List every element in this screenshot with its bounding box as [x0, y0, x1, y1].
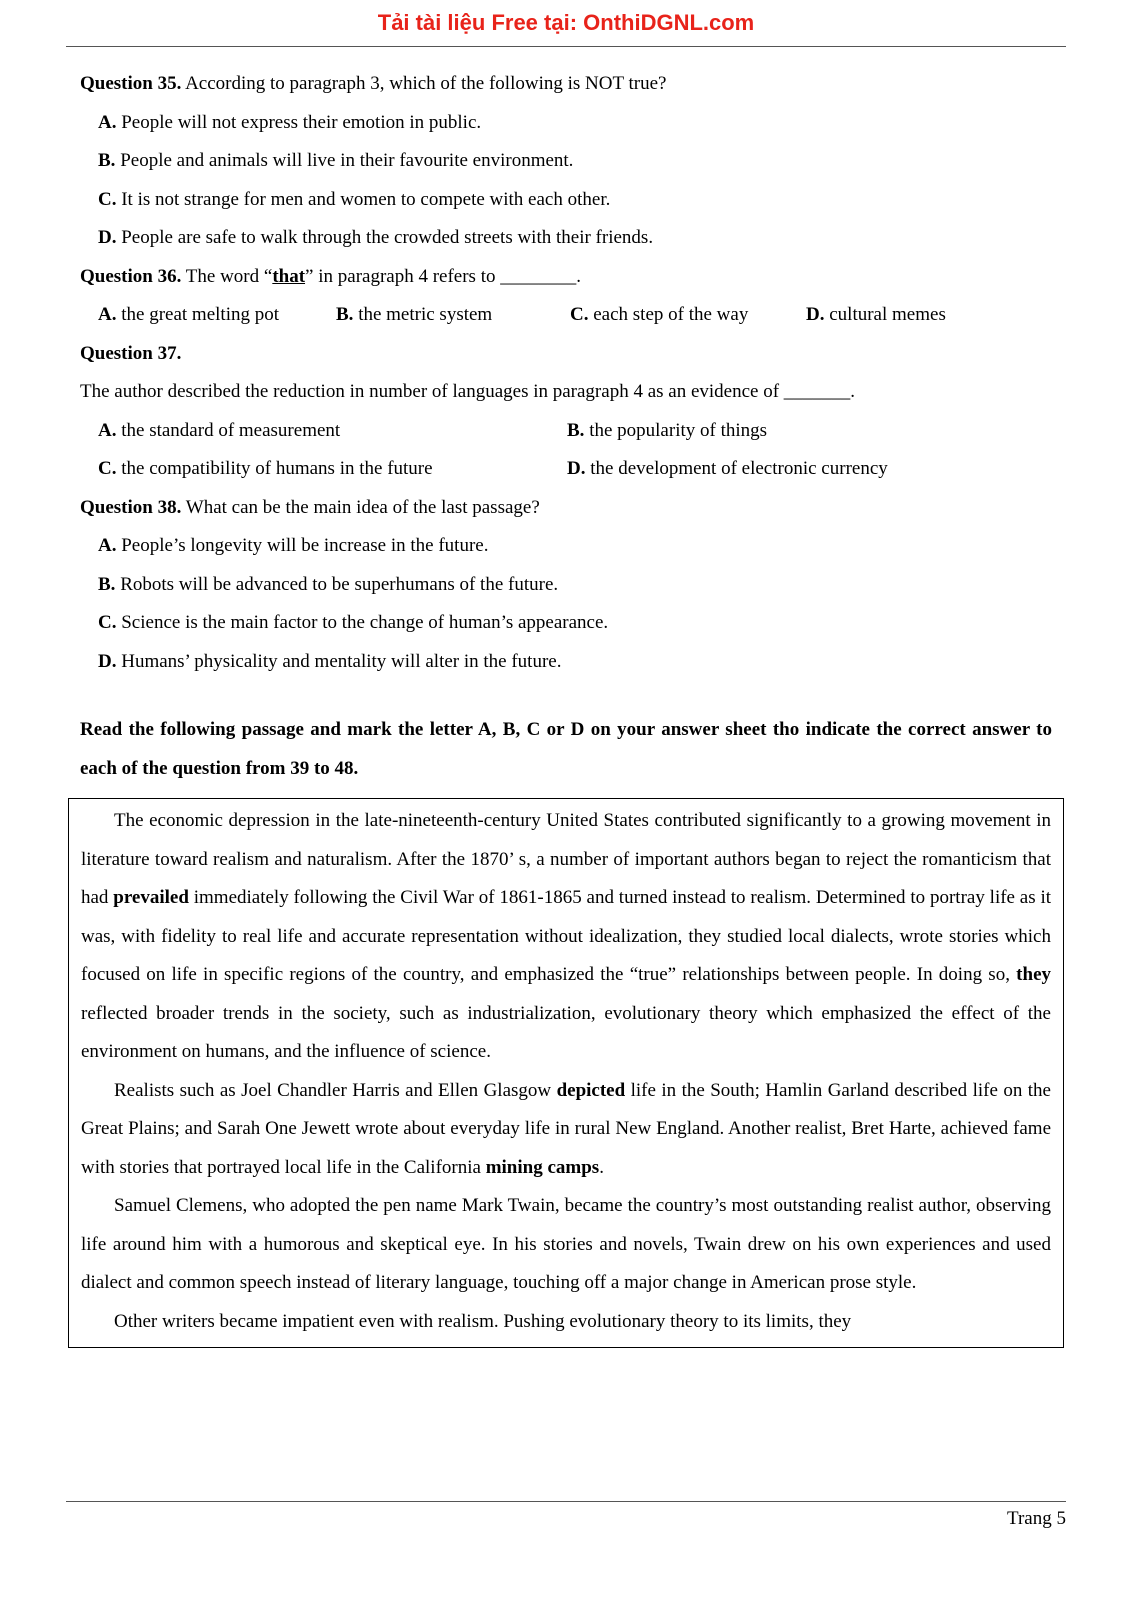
option-a: [98, 412, 567, 451]
question-35: [80, 65, 1052, 258]
question-number: Question 35.: [80, 73, 182, 94]
option-d: [567, 450, 1052, 489]
option-c: [570, 296, 806, 335]
option-text: cultural memes: [829, 304, 946, 325]
option-text: the development of electronic currency: [590, 458, 888, 479]
option-text: People and animals will live in their favourite environment.: [120, 150, 574, 171]
option-d: [80, 219, 1052, 258]
passage-paragraph-2: Realists such as Joel Chandler Harris and Ellen Glasgow depicted life in the South; Hamlin Garland described life on the Great Plains; and Sarah One Jewett wrote about everyday life in rural New England. Another realist, Bret Harte, achieved fame with stories that portrayed local life in the California mining camps.: [81, 1079, 1051, 1178]
option-letter: D.: [98, 650, 117, 672]
option-c: [98, 450, 567, 489]
option-letter: B.: [336, 304, 354, 325]
option-text: Robots will be advanced to be superhumans of the future.: [120, 573, 559, 595]
passage-paragraph-3: Samuel Clemens, who adopted the pen name Mark Twain, became the country’s most outstanding realist author, observing life around him with a humorous and skeptical eye. In his stories and novels, Twain drew on his own experiences and used dialect and common speech instead of literary language, touching off a major change in American prose style.: [81, 1195, 1051, 1293]
option-letter: D.: [567, 458, 586, 479]
option-letter: C.: [98, 458, 117, 479]
options-grid: [80, 412, 1052, 489]
site-banner: Tải tài liệu Free tại: OnthiDGNL.com: [377, 10, 755, 35]
question-text: According to paragraph 3, which of the following is NOT true?: [185, 73, 667, 94]
option-b: [336, 296, 570, 335]
section-instruction: Read the following passage and mark the letter A, B, C or D on your answer sheet tho indicate the correct answer to each of the question from 39 to 48.: [80, 719, 1052, 779]
option-a: [80, 527, 1052, 566]
question-37: [80, 335, 1052, 489]
option-letter: D.: [806, 304, 825, 325]
option-letter: C.: [98, 188, 117, 210]
question-text: What can be the main idea of the last passage?: [185, 496, 540, 518]
passage-paragraph-4: Other writers became impatient even with realism. Pushing evolutionary theory to its limits, they: [114, 1310, 852, 1332]
option-text: Science is the main factor to the change of human’s appearance.: [121, 612, 609, 633]
page-number: Trang 5: [1007, 1508, 1066, 1529]
question-stem: [80, 258, 1052, 297]
exam-content: [66, 47, 1066, 1348]
question-stem: [80, 65, 1052, 104]
option-text: People’s longevity will be increase in the future.: [121, 535, 489, 556]
question-text: The author described the reduction in number of languages in paragraph 4 as an evidence of _______.: [80, 381, 856, 402]
question-36: [80, 258, 1052, 335]
option-letter: C.: [570, 304, 589, 325]
option-d: [80, 643, 1052, 682]
option-letter: A.: [98, 111, 117, 133]
referenced-word: that: [272, 265, 306, 287]
option-c: [80, 604, 1052, 643]
option-text: the popularity of things: [589, 419, 768, 441]
option-text: People will not express their emotion in public.: [121, 111, 482, 133]
page-header: [66, 6, 1066, 47]
page-footer: [66, 1491, 1066, 1600]
option-letter: B.: [567, 419, 585, 441]
question-number: Question 37.: [80, 342, 182, 364]
option-text: It is not strange for men and women to compete with each other.: [121, 188, 611, 210]
option-letter: A.: [98, 535, 117, 556]
reading-passage: [68, 798, 1064, 1348]
option-text: each step of the way: [593, 304, 749, 325]
option-letter: D.: [98, 227, 117, 248]
question-number: Question 36.: [80, 265, 182, 287]
option-b: [567, 412, 1052, 451]
question-stem: [80, 489, 1052, 528]
option-letter: B.: [98, 573, 116, 595]
option-letter: A.: [98, 419, 117, 441]
option-a: [80, 104, 1052, 143]
option-text: the standard of measurement: [121, 419, 341, 441]
option-d: [806, 296, 1052, 335]
option-letter: C.: [98, 612, 117, 633]
option-c: [80, 181, 1052, 220]
option-a: [98, 296, 336, 335]
option-letter: B.: [98, 150, 116, 171]
question-text-prefix: The word “: [185, 265, 273, 287]
passage-paragraph-1: The economic depression in the late-nineteenth-century United States contributed significantly to a growing movement in literature toward realism and naturalism. After the 1870’ s, a number of important authors began to reject the romanticism that had prevailed immediately following the Civil War of 1861-1865 and turned instead to realism. Determined to portray life as it was, with fidelity to real life and accurate representation without idealization, they studied local dialects, wrote stories which focused on life in specific regions of the country, and emphasized the “true” relationships between people. In doing so, they reflected broader trends in the society, such as industrialization, evolutionary theory which emphasized the effect of the environment on humans, and the influence of science.: [81, 810, 1052, 1062]
option-text: the metric system: [358, 304, 493, 325]
option-text: Humans’ physicality and mentality will alter in the future.: [121, 650, 562, 672]
question-38: [80, 489, 1052, 682]
option-text: People are safe to walk through the crowded streets with their friends.: [121, 227, 654, 248]
option-text: the compatibility of humans in the future: [121, 458, 433, 479]
question-number: Question 38.: [80, 496, 182, 518]
option-b: [80, 142, 1052, 181]
option-b: [80, 566, 1052, 605]
option-letter: A.: [98, 304, 117, 325]
question-text-suffix: ” in paragraph 4 refers to ________.: [305, 265, 581, 287]
option-text: the great melting pot: [121, 304, 279, 325]
options-row: [80, 296, 1052, 335]
